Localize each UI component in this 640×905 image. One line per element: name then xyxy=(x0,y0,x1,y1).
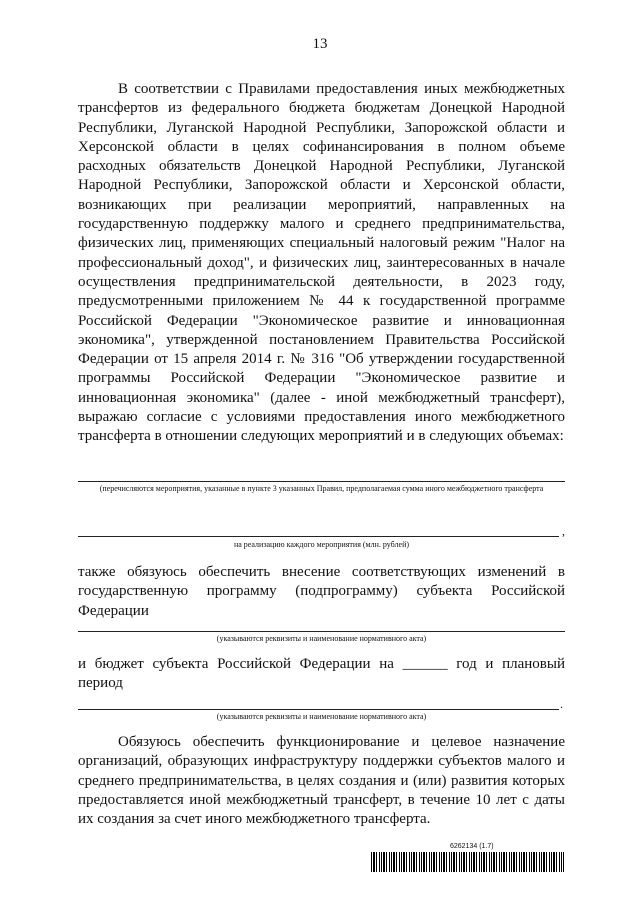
program-act-caption: (указываются реквизиты и наименование нормативного акта) xyxy=(216,634,427,643)
comma-mark: , xyxy=(562,524,565,538)
amounts-caption: на реализацию каждого мероприятия (млн. рублей) xyxy=(233,540,410,549)
budget-paragraph: и бюджет субъекта Российской Федерации на ______ год и плановый период xyxy=(78,656,565,692)
consent-paragraph: В соответствии с Правилами предоставления иных межбюджетных трансфертов из федерального бюджета бюджетам Донецкой Народной Республики, Луганской Народной Республики, Запорожской области и Херсонской области в целях софинансирования в полном объеме расходных обязательств Донецкой Народной Республики, Луганской Народной Республики, Запорожской области и Херсонской области, возникающих при реализации мероприятий, направленных на государственную поддержку малого и среднего предпринимательства, физических лиц, применяющих специальный налоговый режим "Налог на профессиональный доход", и физических лиц, заинтересованных в начале осуществления предпринимательской деятельности, в 2023 году, предусмотренными приложением № 44 к государственной программе Российской Федерации "Экономическое развитие и инновационная экономика", утвержденной постановлением Правительства Российской Федерации от 15 апреля 2014 г. № 316 "Об утверждении государственной программы Российской Федерации "Экономическое развитие и инновационная экономика" (далее - иной межбюджетный трансферт), выражаю согласие с условиями предоставления иного межбюджетного трансферта в отношении следующих мероприятий и в следующих объемах: xyxy=(78,81,565,445)
program-changes-paragraph: также обязуюсь обеспечить внесение соответствующих изменений в государственную программу (подпрограмму) субъекта Российской Федерации xyxy=(78,564,565,619)
page-number: 13 xyxy=(312,36,328,52)
program-act-fill-line xyxy=(78,631,565,632)
infrastructure-paragraph: Обязуюсь обеспечить функционирование и целевое назначение организаций, образующих инфраструктуру поддержки субъектов малого и среднего предпринимательства, в целях создания и (или) развития которых предоставляется иной межбюджетный трансферт, в течение 10 лет с даты их создания за счет иного межбюджетного трансферта. xyxy=(78,734,565,828)
budget-act-fill-line xyxy=(78,709,559,710)
period-mark: . xyxy=(560,697,563,711)
amounts-fill-line xyxy=(78,536,559,537)
measures-caption: (перечисляются мероприятия, указанные в пункте 3 указанных Правил, предполагаемая сумма иного межбюджетного трансферта xyxy=(99,484,544,493)
measures-fill-line xyxy=(78,481,565,482)
budget-act-caption: (указываются реквизиты и наименование нормативного акта) xyxy=(216,712,427,721)
barcode-number: 6262134 (1.7) xyxy=(450,843,494,850)
barcode-icon xyxy=(371,852,564,872)
